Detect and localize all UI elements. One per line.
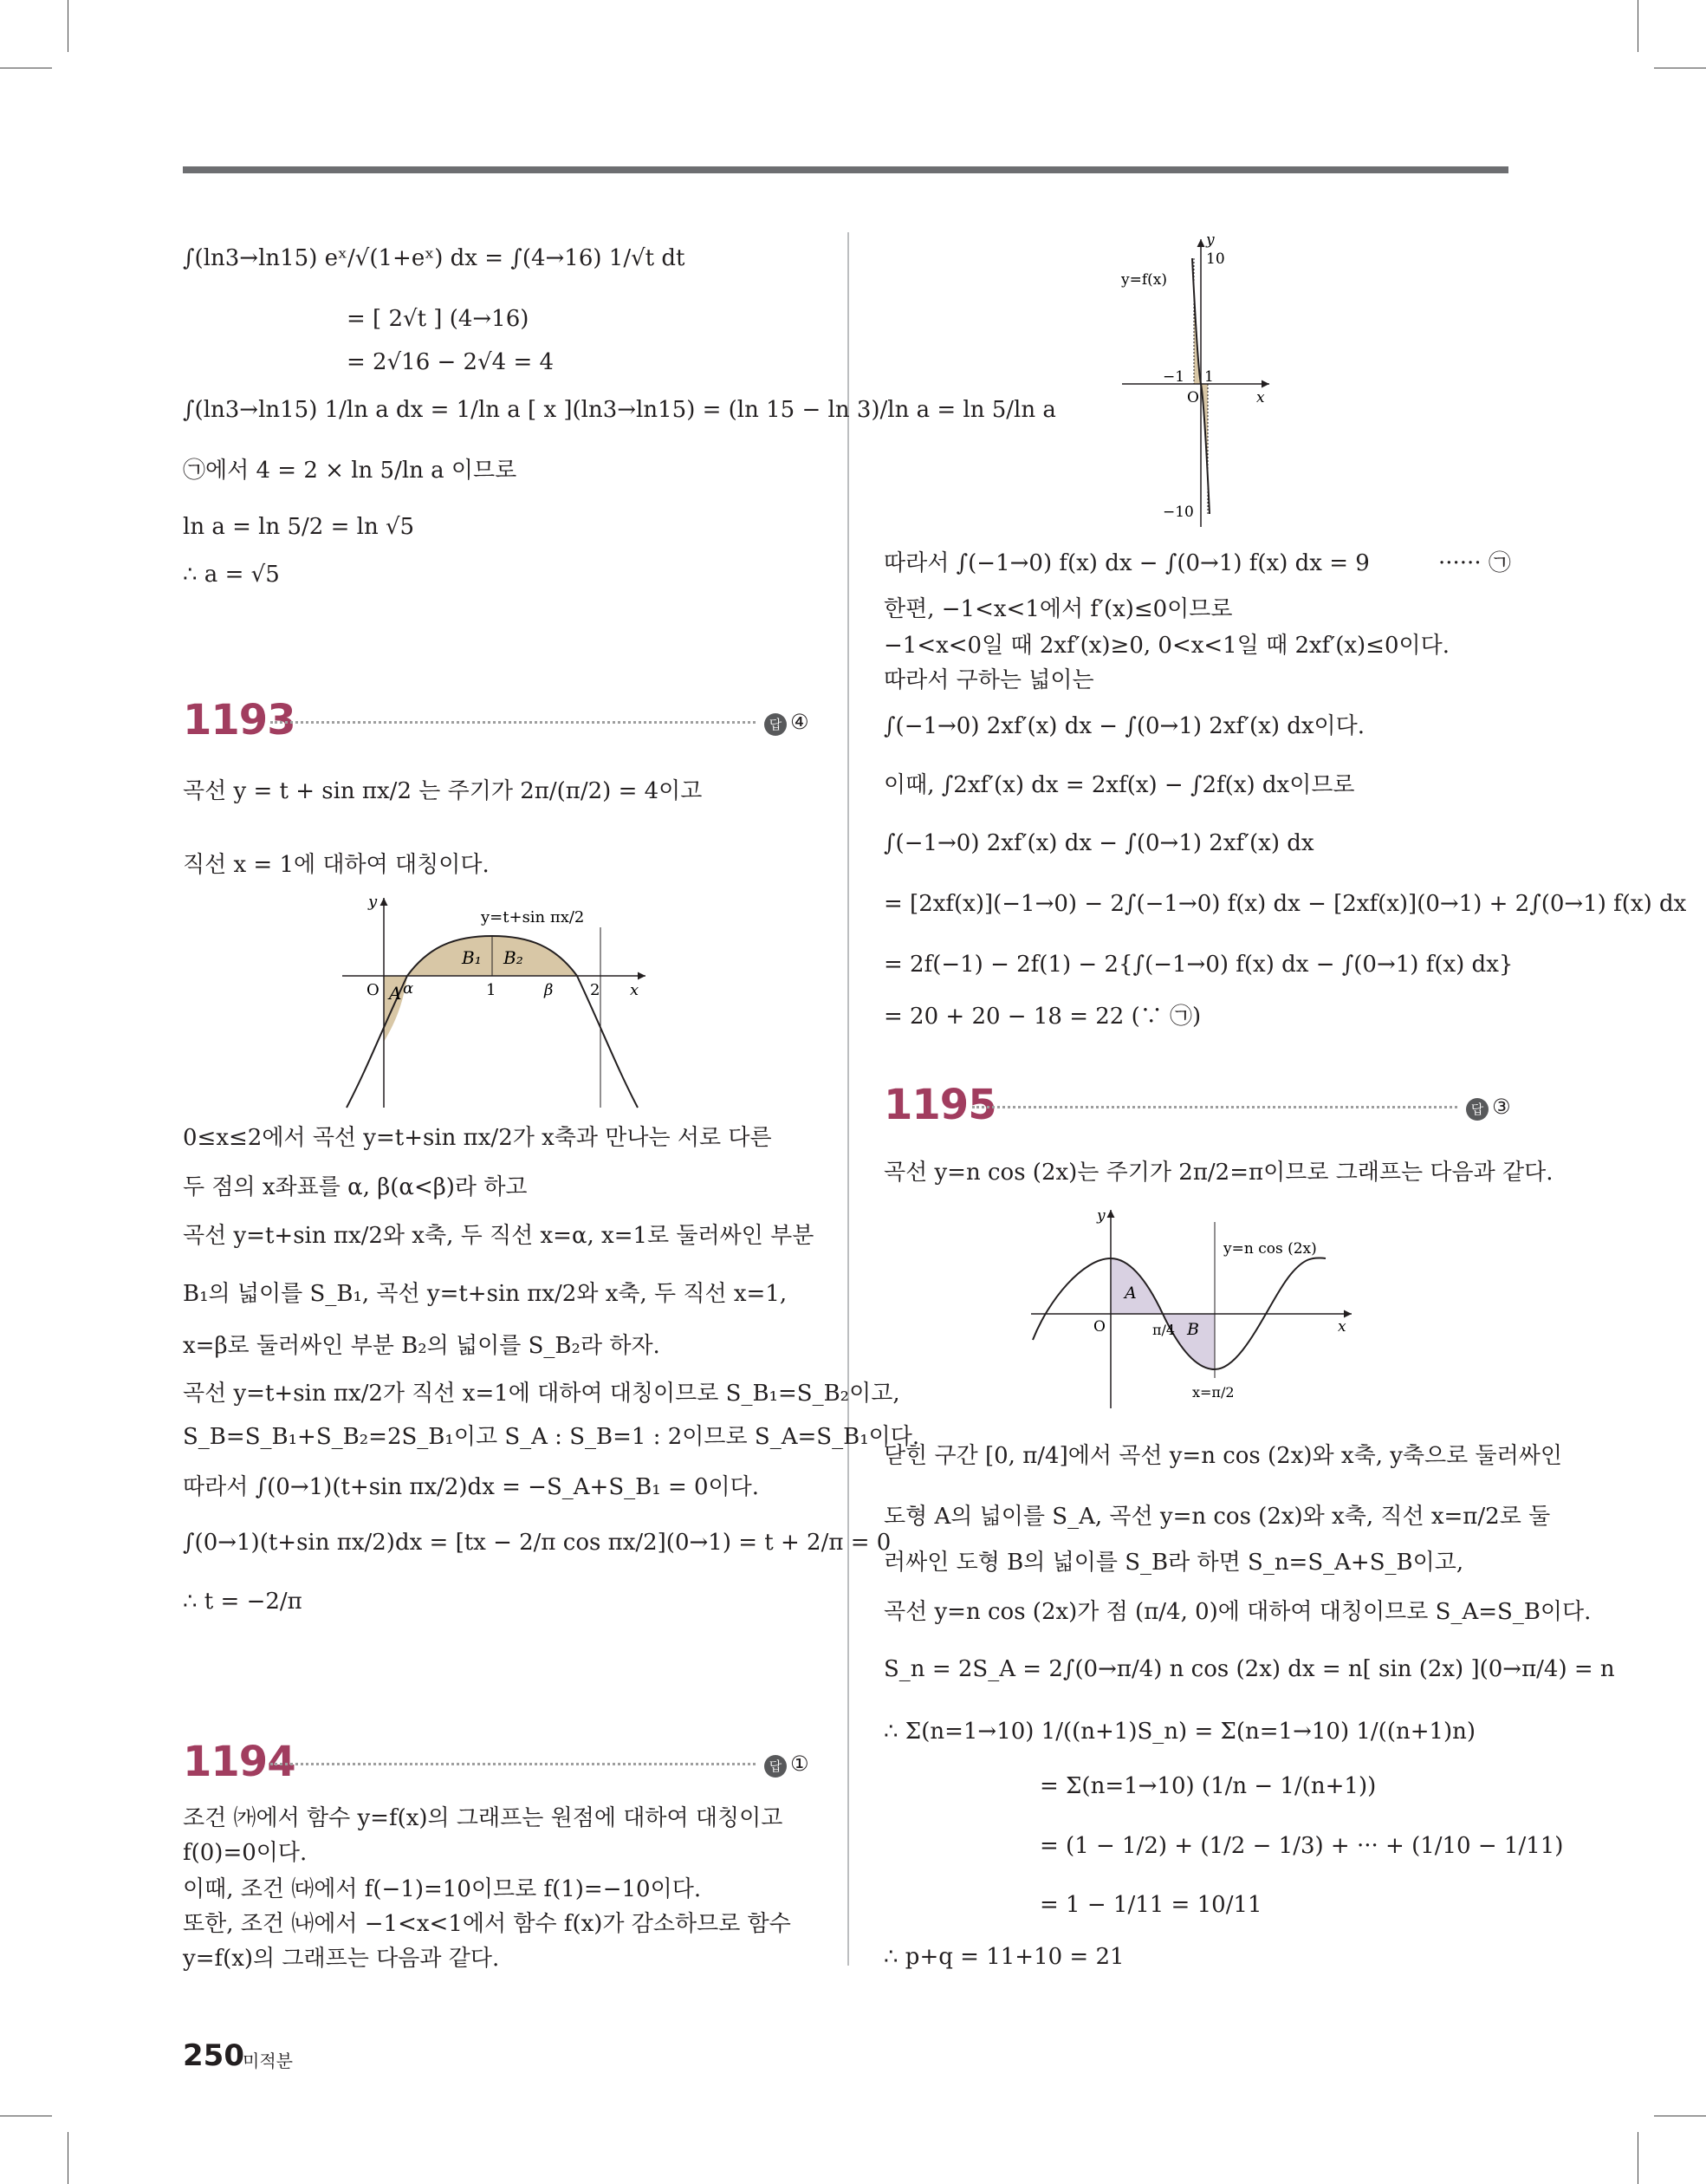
solution-line: = [ 2√t ] (4→16) (347, 306, 529, 332)
answer-value: ④ (790, 710, 809, 734)
dotted-leader (270, 721, 756, 724)
curve-label: y=t+sin πx/2 (481, 908, 585, 926)
solution-line: 이때, ∫2xf′(x) dx = 2xf(x) − ∫2f(x) dx이므로 (884, 772, 1355, 798)
solution-line: ㉠에서 4 = 2 × ln 5/ln a 이므로 (183, 458, 517, 484)
solution-line: 한편, −1<x<1에서 f′(x)≤0이므로 (884, 596, 1233, 622)
origin-label: O (1187, 389, 1199, 406)
answer-tag (764, 710, 809, 736)
solution-line: 이때, 조건 ㈐에서 f(−1)=10이므로 f(1)=−10이다. (183, 1876, 702, 1902)
tick-beta: β (544, 981, 554, 999)
solution-line: 또한, 조건 ㈏에서 −1<x<1에서 함수 f(x)가 감소하므로 함수 (183, 1911, 791, 1937)
solution-line: ln a = ln 5/2 = ln √5 (183, 514, 415, 540)
solution-line: ∫(−1→0) 2xf′(x) dx − ∫(0→1) 2xf′(x) dx이다. (884, 713, 1365, 739)
solution-line: = 1 − 1/11 = 10/11 (1040, 1892, 1262, 1918)
axis-label-y: y (368, 893, 378, 911)
solution-line: −1<x<0일 때 2xf′(x)≥0, 0<x<1일 때 2xf′(x)≤0이다. (884, 633, 1450, 659)
solution-line: 따라서 ∫(−1→0) f(x) dx − ∫(0→1) f(x) dx = 9 (884, 550, 1370, 576)
column-divider (847, 232, 849, 1966)
axis-label-y: y (1097, 1207, 1106, 1225)
answer-badge: 답 (764, 713, 787, 736)
shaded-region-a (1111, 1258, 1163, 1314)
tick-minus-10: −10 (1163, 504, 1194, 521)
solution-line: 곡선 y=n cos (2x)가 점 (π/4, 0)에 대하여 대칭이므로 S_A=S_B이다. (884, 1599, 1592, 1625)
tick-10: 10 (1206, 250, 1225, 268)
solution-line: = 2f(−1) − 2f(1) − 2{∫(−1→0) f(x) dx − ∫(0→1) f(x) dx} (884, 952, 1514, 978)
solution-line: = 2√16 − 2√4 = 4 (347, 349, 555, 375)
axis-label-y: y (1206, 232, 1215, 249)
answer-badge: 답 (1466, 1098, 1489, 1121)
axis-label-x: x (1338, 1318, 1346, 1336)
answer-value: ③ (1492, 1095, 1511, 1119)
tick-minus-1: −1 (1163, 368, 1185, 386)
answer-value: ① (790, 1752, 809, 1776)
solution-line: 따라서 구하는 넓이는 (884, 667, 1094, 693)
tick-pi-over-4: π/4 (1152, 1322, 1176, 1338)
solution-line: 조건 ㈎에서 함수 y=f(x)의 그래프는 원점에 대하여 대칭이고 (183, 1805, 783, 1831)
solution-line: ∫(ln3→ln15) 1/ln a dx = 1/ln a [ x ](ln3→ln15) = (ln 15 − ln 3)/ln a = ln 5/ln a (183, 397, 1056, 423)
solution-line: ∴ p+q = 11+10 = 21 (884, 1944, 1125, 1970)
tick-1: 1 (1204, 368, 1214, 386)
solution-line: 따라서 ∫(0→1)(t+sin πx/2)dx = −S_A+S_B₁ = 0이다. (183, 1474, 760, 1500)
solution-line: = 20 + 20 − 18 = 22 (∵ ㉠) (884, 1004, 1202, 1030)
solution-line: = [2xf(x)](−1→0) − 2∫(−1→0) f(x) dx − [2xf(x)](0→1) + 2∫(0→1) f(x) dx (884, 891, 1687, 917)
solution-line: S_n = 2S_A = 2∫(0→π/4) n cos (2x) dx = n[ sin (2x) ](0→π/4) = n (884, 1656, 1615, 1682)
header-bar (183, 166, 1508, 173)
solution-line: ∫(0→1)(t+sin πx/2)dx = [tx − 2/π cos πx/2](0→1) = t + 2/π = 0 (183, 1530, 892, 1556)
solution-line: ∫(−1→0) 2xf′(x) dx − ∫(0→1) 2xf′(x) dx (884, 830, 1314, 856)
solution-line: 도형 A의 넓이를 S_A, 곡선 y=n cos (2x)와 x축, 직선 x=π/2로 둘 (884, 1504, 1551, 1530)
equation-marker: ······ ㉠ (1438, 550, 1511, 576)
solution-line: ∴ Σ(n=1→10) 1/((n+1)S_n) = Σ(n=1→10) 1/((n+1)n) (884, 1719, 1476, 1745)
problem-number: 1193 (183, 696, 295, 744)
solution-line: 직선 x = 1에 대하여 대칭이다. (183, 852, 490, 878)
axis-label-x: x (1256, 389, 1265, 406)
page-number: 250 (183, 2038, 244, 2073)
problem-number: 1195 (884, 1081, 996, 1129)
region-label-b1: B₁ (462, 947, 482, 968)
answer-tag (1466, 1095, 1511, 1121)
solution-line: f(0)=0이다. (183, 1840, 308, 1866)
solution-line: 곡선 y = t + sin πx/2 는 주기가 2π/(π/2) = 4이고 (183, 778, 703, 804)
problem-number: 1194 (183, 1738, 295, 1786)
solution-line: 곡선 y=t+sin πx/2가 직선 x=1에 대하여 대칭이므로 S_B₁=S_B₂이고, (183, 1381, 900, 1407)
solution-line: = Σ(n=1→10) (1/n − 1/(n+1)) (1040, 1773, 1377, 1799)
answer-tag (764, 1752, 809, 1778)
solution-line: x=β로 둘러싸인 부분 B₂의 넓이를 S_B₂라 하자. (183, 1333, 660, 1359)
tick-1: 1 (486, 981, 496, 999)
solution-line: = (1 − 1/2) + (1/2 − 1/3) + ··· + (1/10 − 1/11) (1040, 1833, 1564, 1859)
tick-alpha: α (403, 979, 414, 998)
solution-line: ∫(ln3→ln15) eˣ/√(1+eˣ) dx = ∫(4→16) 1/√t dt (183, 245, 685, 271)
axis-label-x: x (630, 981, 639, 999)
solution-line: 러싸인 도형 B의 넓이를 S_B라 하면 S_n=S_A+S_B이고, (884, 1550, 1464, 1576)
solution-line: 0≤x≤2에서 곡선 y=t+sin πx/2가 x축과 만나는 서로 다른 (183, 1125, 772, 1151)
solution-line: 닫힌 구간 [0, π/4]에서 곡선 y=n cos (2x)와 x축, y축으로 둘러싸인 (884, 1443, 1562, 1469)
tick-x-pi-over-2: x=π/2 (1192, 1384, 1235, 1401)
solution-line: 두 점의 x좌표를 α, β(α<β)라 하고 (183, 1174, 528, 1200)
region-label-a: A (389, 983, 402, 1004)
graph-1194 (1118, 232, 1291, 531)
curve-label: y=n cos (2x) (1223, 1240, 1317, 1258)
region-label-a: A (1125, 1284, 1137, 1303)
solution-line: 곡선 y=t+sin πx/2와 x축, 두 직선 x=α, x=1로 둘러싸인 부분 (183, 1223, 814, 1249)
solution-line: ∴ t = −2/π (183, 1589, 302, 1615)
solution-line: B₁의 넓이를 S_B₁, 곡선 y=t+sin πx/2와 x축, 두 직선 x=1, (183, 1281, 788, 1307)
region-label-b2: B₂ (503, 947, 523, 968)
solution-line: 곡선 y=n cos (2x)는 주기가 2π/2=π이므로 그래프는 다음과 같다. (884, 1160, 1554, 1186)
subject-label: 미적분 (243, 2051, 293, 2071)
graph-1195 (1031, 1205, 1360, 1413)
solution-line: y=f(x)의 그래프는 다음과 같다. (183, 1946, 500, 1972)
solution-line: ∴ a = √5 (183, 562, 280, 588)
graph-1193 (342, 893, 671, 1109)
solution-line: S_B=S_B₁+S_B₂=2S_B₁이고 S_A : S_B=1 : 2이므로 S_A=S_B₁이다. (183, 1424, 920, 1450)
origin-label: O (1093, 1318, 1106, 1336)
region-label-b: B (1187, 1320, 1199, 1339)
tick-2: 2 (590, 981, 600, 999)
dotted-leader (270, 1763, 756, 1765)
dotted-leader (972, 1106, 1457, 1108)
answer-badge: 답 (764, 1755, 787, 1778)
curve-label: y=f(x) (1121, 271, 1167, 289)
origin-label: O (366, 981, 379, 999)
